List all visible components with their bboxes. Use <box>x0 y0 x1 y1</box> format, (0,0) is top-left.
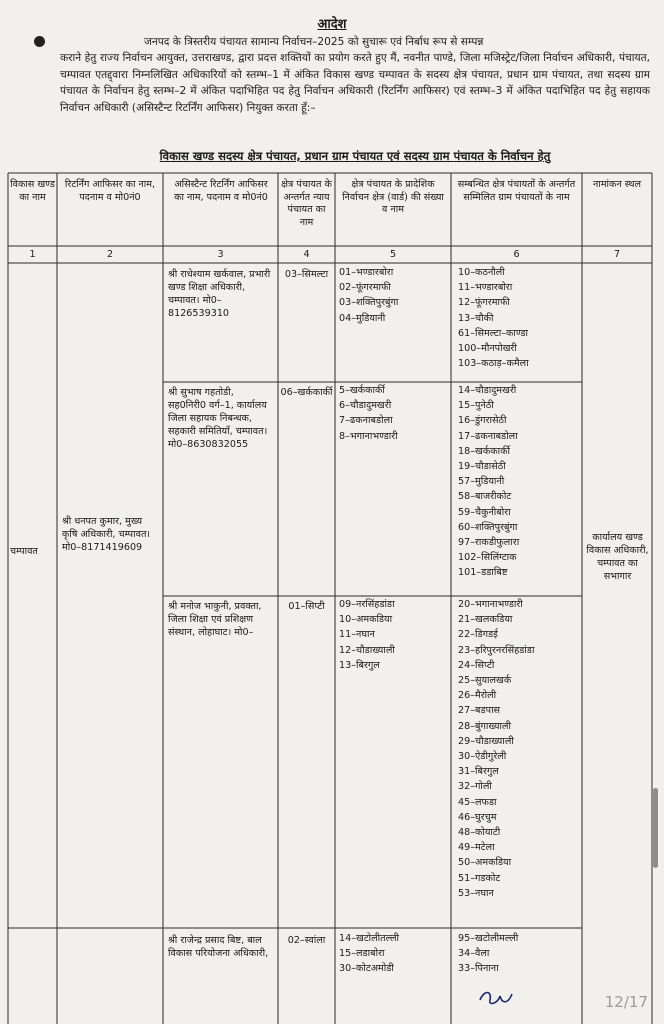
aro-cell: श्री सुभाष गहतोडी, सह0निरी0 वर्ग–1, कार्यालय जिला सहायक निबन्धक, सहकारी समितियॉं, चम्पावत। मो0–8630832055 <box>168 387 268 450</box>
gram-panchayat-item: 20–भगानाभण्डारी <box>458 599 523 610</box>
gram-panchayat-item: 51–गडकोट <box>458 872 501 884</box>
gram-panchayat-item: 102–सिलिंग्टाक <box>458 552 517 564</box>
returning-officer-cell: श्री धनपत कुमार, मुख्य कृषि अधिकारी, चम्पावत। मो0–8171419609 <box>62 516 151 553</box>
header-aro: असिस्टैन्ट रिटर्निंग आफिसर का नाम, पदनाम व मो0नं0 <box>174 179 268 203</box>
ward-item: 11–नघान <box>339 629 375 641</box>
ward-item: 09–नरसिंहडांडा <box>339 599 395 610</box>
aro-cell: श्री राधेश्याम खर्कवाल, प्रभारी खण्ड शिक्षा अधिकारी, चम्पावत। मो0–8126539310 <box>168 269 271 319</box>
gram-panchayat-item: 18–खर्ककार्की <box>458 445 510 457</box>
gram-panchayat-item: 25–सुयालखर्क <box>458 675 512 687</box>
gram-panchayat-item: 12–फूंगरमाफी <box>458 297 510 309</box>
nomination-place-cell: कार्यालय खण्ड विकास अधिकारी, चम्पावत का सभागार <box>586 532 649 582</box>
nyay-panchayat-cell: 01–सिप्टी <box>288 601 325 612</box>
col-number: 4 <box>303 249 310 260</box>
gram-panchayat-item: 60–शक्तिपुरबुंगा <box>458 521 518 533</box>
gram-panchayat-item: 101–डडाबिष्ट <box>458 567 508 579</box>
ward-item: 12–चौडाख्याली <box>339 644 395 656</box>
gram-panchayat-item: 19–चौडासेठी <box>458 461 506 473</box>
gram-panchayat-item: 14–चौडादुमखरी <box>458 385 517 396</box>
block-name-cell: चम्पावत <box>10 546 38 557</box>
gram-panchayat-item: 103–कठाड़–कमैला <box>458 358 529 370</box>
header-returning-officer: रिटर्निंग आफिसर का नाम, पदनाम व मो0नं0 <box>64 179 156 203</box>
col-number: 5 <box>389 249 397 260</box>
gram-panchayat-item: 34–वैला <box>458 948 490 960</box>
ward-item: 14–खटोलीतल्ली <box>339 933 399 944</box>
gram-panchayat-list <box>458 383 580 581</box>
aro-cell: श्री राजेन्द्र प्रसाद बिष्ट, बाल विकास परियोजना अधिकारी, <box>168 935 269 959</box>
ward-item: 8–भगानाभण्डारी <box>339 430 398 442</box>
ward-item: 6–चौडादुमखरी <box>339 400 392 412</box>
header-gram-panchayat: सम्बन्धित क्षेत्र पंचायतों के अन्तर्गत सम्मिलित ग्राम पंचायतों के नाम <box>457 179 576 203</box>
ward-item: 10–अमकडिया <box>339 614 393 626</box>
gram-panchayat-item: 11–भण्डारबोरा <box>458 282 513 294</box>
header-block-name: विकास खण्ड का नाम <box>10 179 55 203</box>
gram-panchayat-item: 17–ढकनाबडोला <box>458 430 518 442</box>
gram-panchayat-item: 59–चैकुनीबोरा <box>458 506 511 518</box>
gram-panchayat-item: 33–पिनाना <box>458 963 499 975</box>
ward-item: 02–फूंगरमाफी <box>339 282 391 294</box>
header-ward: क्षेत्र पंचायत के प्रादेशिक निर्वाचन क्षेत्र (वार्ड) की संख्या व नाम <box>342 179 444 216</box>
intro-body: कराने हेतु राज्य निर्वाचन आयुक्त, उत्तराखण्ड, द्वारा प्रदत्त शक्तियों का प्रयोग करते हुए मैं, नवनीत पाण्डे, जिला मजिस्ट्रेट/जिला निर्वाचन अधिकारी, पंचायत, चम्पावत एतद्द्वारा निम्नलिखित अधिकारियों को स्तम्भ–1 में अंकित विकास खण्ड चम्पावत के सदस्य क्षेत्र पंचायत, प्रधान ग्राम पंचायत, तथा सदस्य ग्राम पंचायत के निर्वाचन हेतु स्तम्भ–2 में अंकित पदाभिहित पद हेतु निर्वाचन अधिकारी (रिटर्निंग आफिसर) एवं स्तम्भ–3 में अंकित पदाभिहित पद हेतु सहायक निर्वाचन अधिकारी (असिस्टैन्ट रिटर्निंग आफिसर) नियुक्त करता हूँ:– <box>60 52 650 114</box>
gram-panchayat-item: 50–अमकडिया <box>458 857 512 869</box>
nyay-panchayat-cell: 06–खर्ककार्की <box>280 387 333 398</box>
gram-panchayat-item: 61–सिमल्टा–काण्डा <box>458 327 529 339</box>
gram-panchayat-item: 53–नघान <box>458 887 494 899</box>
intro-first-line: जनपद के त्रिस्तरीय पंचायत सामान्य निर्वाचन–2025 को सुचारू एवं निर्बाध रूप से सम्पन्न <box>144 36 484 48</box>
gram-panchayat-item: 16–डुंगरासेठी <box>458 415 507 427</box>
gram-panchayat-item: 97–राकडीफुलारा <box>458 537 520 549</box>
table-subheading: विकास खण्ड सदस्य क्षेत्र पंचायत, प्रधान ग्राम पंचायत एवं सदस्य ग्राम पंचायत के निर्वाचन हेतु <box>159 149 551 163</box>
gram-panchayat-item: 58–बाजरीकोट <box>458 491 512 503</box>
gram-panchayat-item: 57–मुडियानी <box>458 476 505 488</box>
gram-panchayat-item: 13–चौकी <box>458 312 494 324</box>
ward-item: 7–ढकनाबडोला <box>339 415 393 427</box>
gram-panchayat-item: 10–कठनौली <box>458 267 505 278</box>
aro-cell: श्री मनोज भाकुनी, प्रवक्ता, जिला शिक्षा एवं प्रशिक्षण संस्थान, लोहाघाट। मो0– <box>168 601 262 638</box>
col-number: 6 <box>513 249 520 260</box>
ward-item: 13–बिरगुल <box>339 659 380 671</box>
gram-panchayat-list <box>458 931 580 977</box>
gram-panchayat-item: 30–ऐडीगुरेली <box>458 751 507 763</box>
signature-mark <box>476 984 516 1010</box>
ward-item: 04–मुडियानी <box>339 312 386 324</box>
ward-list <box>339 383 449 444</box>
gram-panchayat-item: 49–मटेला <box>458 842 495 854</box>
gram-panchayat-item: 21–खलकडिया <box>458 614 513 626</box>
gram-panchayat-item: 28–बुंगाख्याली <box>458 720 512 732</box>
gram-panchayat-item: 27–बडपास <box>458 705 501 717</box>
ward-list <box>339 597 449 673</box>
gram-panchayat-item: 48–कोयाटी <box>458 827 501 839</box>
gram-panchayat-item: 45–लफडा <box>458 796 497 808</box>
scrollbar-thumb[interactable] <box>653 788 658 868</box>
gram-panchayat-item: 23–हरिपुरनरसिंहडांडा <box>458 644 535 656</box>
gram-panchayat-item: 15–पुनेठी <box>458 400 494 412</box>
nyay-panchayat-cell: 03–सिमल्टा <box>284 269 329 280</box>
gram-panchayat-item: 24–सिप्टी <box>458 659 495 671</box>
col-number: 7 <box>613 249 621 260</box>
header-nyay-panchayat: क्षेत्र पंचायत के अन्तर्गत न्याय पंचायत का नाम <box>281 179 332 228</box>
col-number: 2 <box>106 249 114 260</box>
col-number: 3 <box>217 249 224 260</box>
ward-item: 15–लडाबोरा <box>339 948 385 960</box>
ward-list <box>339 931 449 977</box>
col-number: 1 <box>29 249 36 260</box>
page-title: आदेश <box>317 17 347 32</box>
ward-item: 01–भण्डारबोरा <box>339 267 394 278</box>
ward-item: 03–शक्तिपुरबुंगा <box>339 297 399 309</box>
gram-panchayat-item: 100–मौनपोखरी <box>458 343 517 355</box>
gram-panchayat-item: 31–बिरगुल <box>458 766 499 778</box>
ward-item: 30–कोटअमोडी <box>339 963 394 975</box>
gram-panchayat-list <box>458 265 580 371</box>
gram-panchayat-item: 22–डिगडई <box>458 629 498 641</box>
gram-panchayat-item: 95–खटोलीमल्ली <box>458 933 519 944</box>
gram-panchayat-item: 46–घुरचुम <box>458 811 497 823</box>
ward-list <box>339 265 449 326</box>
nyay-panchayat-cell: 02–स्वांला <box>287 935 326 946</box>
gram-panchayat-item: 26–मैरोली <box>458 690 497 702</box>
gram-panchayat-list <box>458 597 580 901</box>
gram-panchayat-item: 29–चौडाख्याली <box>458 735 514 747</box>
header-nomination-place: नामांकन स्थल <box>593 179 641 190</box>
ward-item: 5–खर्ककार्की <box>339 385 385 396</box>
page-indicator: 12/17 <box>604 993 648 1011</box>
gram-panchayat-item: 32–गोली <box>458 781 492 793</box>
